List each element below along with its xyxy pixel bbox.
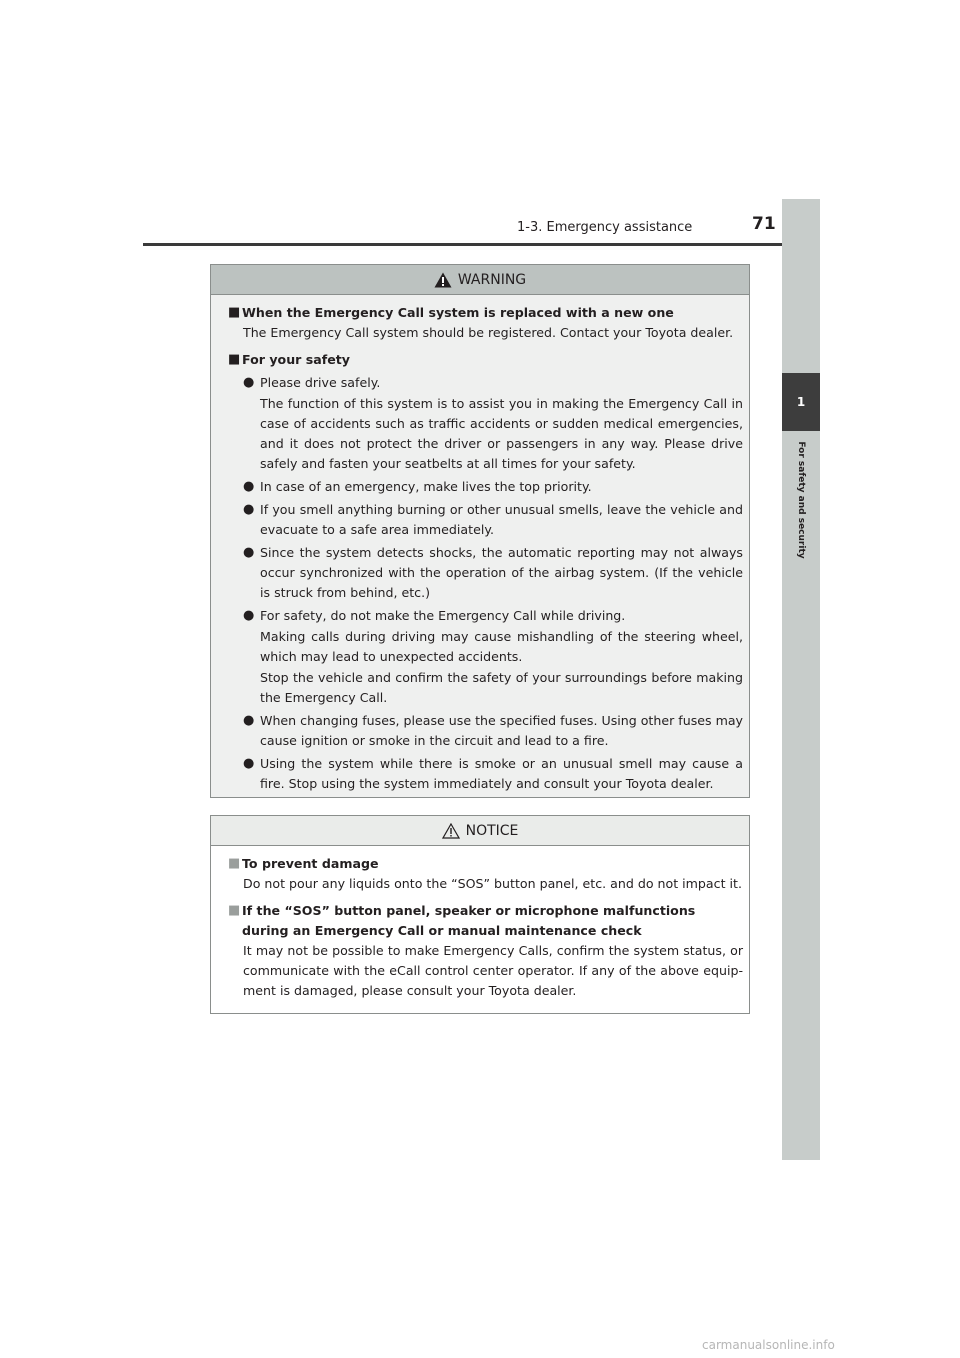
section-title: 1-3. Emergency assistance: [517, 220, 693, 235]
notice-paragraph: It may not be possible to make Emergency Calls, confirm the system status, or communicate with the eCall control center operator. If any of the above equip-ment is damaged, please consult your Toyota dealer.: [243, 943, 743, 998]
warning-header: [211, 265, 749, 295]
list-item: ● Please drive safely. The function of this system is to assist you in making the Emergency Call in case of accidents such as traffic accidents or sudden medical emergencies, and it does not protect the driver or passengers in any way. Please drive safely and fasten your seatbelts at all times for your safety.: [243, 375, 743, 471]
square-bullet-icon: ■: [228, 305, 241, 320]
round-bullet-icon: ●: [243, 756, 255, 771]
round-bullet-icon: ●: [243, 479, 255, 494]
header-divider: [143, 243, 820, 246]
square-bullet-icon: ■: [228, 856, 241, 871]
notice-title: NOTICE: [465, 822, 519, 839]
notice-paragraph: Do not pour any liquids onto the “SOS” button panel, etc. and do not impact it.: [243, 876, 742, 891]
page-number: 71: [752, 214, 776, 234]
notice-subheading: ■ To prevent damage: [228, 854, 743, 874]
warning-paragraph: The Emergency Call system should be registered. Contact your Toyota dealer.: [243, 325, 734, 340]
chapter-tab[interactable]: 1: [782, 373, 820, 431]
round-bullet-icon: ●: [243, 502, 255, 517]
list-item: ● For safety, do not make the Emergency Call while driving. Making calls during driving may cause mishandling of the steering wheel, which may lead to unexpected accidents. Stop the vehicle and confirm the safety of your surroundings before making the Emergency Call.: [243, 608, 743, 705]
side-thumb-strip: [782, 199, 820, 1160]
warning-subheading: ■ For your safety: [228, 350, 743, 370]
watermark: carmanualsonline.info: [702, 1338, 835, 1352]
chapter-title: For safety and security: [796, 441, 806, 559]
warning-title: WARNING: [457, 271, 527, 288]
round-bullet-icon: ●: [243, 608, 255, 623]
warning-body: [211, 295, 749, 794]
round-bullet-icon: ●: [243, 545, 255, 560]
warning-subheading: ■ When the Emergency Call system is replaced with a new one: [228, 303, 743, 323]
list-item: ● If you smell anything burning or other unusual smells, leave the vehicle and evacuate to a safe area immediately.: [243, 502, 743, 537]
list-item: ● Since the system detects shocks, the automatic reporting may not always occur synchronized with the operation of the airbag system. (If the vehicle is struck from behind, etc.): [243, 545, 743, 600]
list-item: ● When changing fuses, please use the specified fuses. Using other fuses may cause ignition or smoke in the circuit and lead to a fire.: [243, 713, 744, 748]
round-bullet-icon: ●: [243, 713, 255, 728]
notice-body: [211, 846, 749, 1001]
warning-triangle-icon: [434, 272, 452, 288]
list-item: ● Using the system while there is smoke or an unusual smell may cause a fire. Stop using the system immediately and consult your Toyota dealer.: [243, 756, 743, 791]
notice-header: [211, 816, 749, 846]
notice-subheading: ■ If the “SOS” button panel, speaker or microphone malfunctions during an Emergency Call or manual maintenance check: [228, 903, 696, 938]
square-bullet-icon: ■: [228, 903, 241, 918]
round-bullet-icon: ●: [243, 375, 255, 390]
warning-box: [210, 264, 750, 798]
caution-triangle-icon: [442, 823, 460, 839]
list-item: ● In case of an emergency, make lives the top priority.: [228, 477, 743, 497]
square-bullet-icon: ■: [228, 352, 241, 367]
notice-box: [210, 815, 750, 1014]
